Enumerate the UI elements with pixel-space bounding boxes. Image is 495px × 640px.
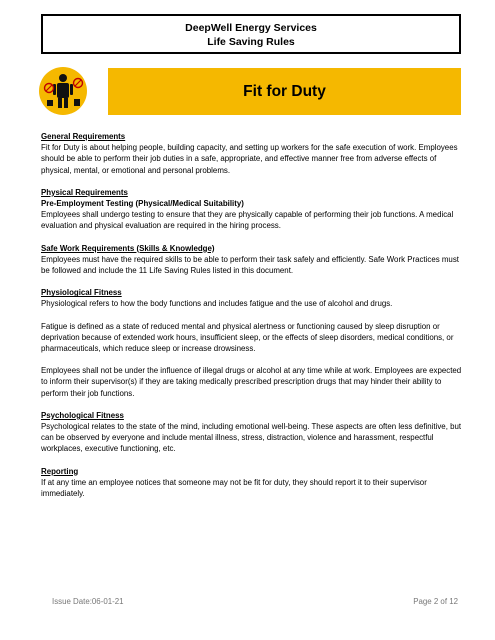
section-general-requirements (41, 131, 465, 176)
section-safe-work-requirements (41, 243, 465, 277)
company-name: DeepWell Energy Services (185, 22, 317, 34)
section-heading: Reporting (41, 466, 79, 476)
page-title: Fit for Duty (243, 82, 326, 100)
section-heading: Physical Requirements (41, 187, 128, 197)
paragraph: Employees shall not be under the influence of illegal drugs or alcohol at any time while at work. Employees are expected to inform their supervisor(s) if they are taking medically prescribed prescription drugs that may hinder their ability to perform their job functions. (41, 366, 462, 398)
document-header (41, 14, 461, 54)
section-heading: Safe Work Requirements (Skills & Knowledge) (41, 243, 215, 253)
paragraph: Employees must have the required skills to be able to perform their task safely and efficiently. Safe Work Practices must be followed and include the 11 Life Saving Rules listed in this document. (41, 254, 459, 276)
paragraph: Fatigue is defined as a state of reduced mental and physical alertness or functioning caused by sleep disruption or deprivation because of extended work hours, insufficient sleep, or the effects of sleep disorders, medical conditions, or pharmaceuticals, which reduce sleep or increase drowsiness. (41, 321, 454, 354)
section-heading: Psychological Fitness (41, 410, 124, 420)
paragraph: Physiological refers to how the body functions and includes fatigue and the use of alcohol and drugs. (41, 299, 393, 309)
paragraph: Psychological relates to the state of the mind, including emotional well-being. These aspects are often less definitive, but can be observed by everyone and include mental illness, stress, distraction, violence and harassment, respectful workplaces, executive functioning, etc. (41, 422, 462, 454)
paragraph: Fit for Duty is about helping people, building capacity, and setting up workers for the safe execution of work. Employees should be able to perform their job duties in a safe, appropriate, and effective manner free from adverse effects of physical, mental, or emotional and personal problems. (41, 143, 458, 175)
section-heading: Physiological Fitness (41, 288, 122, 298)
section-physical-requirements (41, 187, 465, 232)
document-subtitle: Life Saving Rules (207, 36, 295, 48)
paragraph: If at any time an employee notices that someone may not be fit for duty, they should report it to their supervisor immediately. (41, 477, 427, 499)
fit-for-duty-worker-icon (38, 66, 88, 116)
title-banner (108, 68, 461, 115)
document-body (41, 131, 465, 510)
issue-date: Issue Date:06-01-21 (52, 597, 124, 606)
paragraph: Employees shall undergo testing to ensure that they are physically capable of performing their job functions. A medical evaluation and physical evaluation are required in the hiring process. (41, 210, 454, 231)
section-psychological-fitness (41, 410, 465, 455)
section-subheading: Pre-Employment Testing (Physical/Medical Suitability) (41, 199, 244, 209)
section-heading: General Requirements (41, 132, 126, 141)
section-physiological-fitness (41, 287, 465, 399)
section-reporting (41, 466, 465, 500)
page-number: Page 2 of 12 (413, 597, 458, 606)
